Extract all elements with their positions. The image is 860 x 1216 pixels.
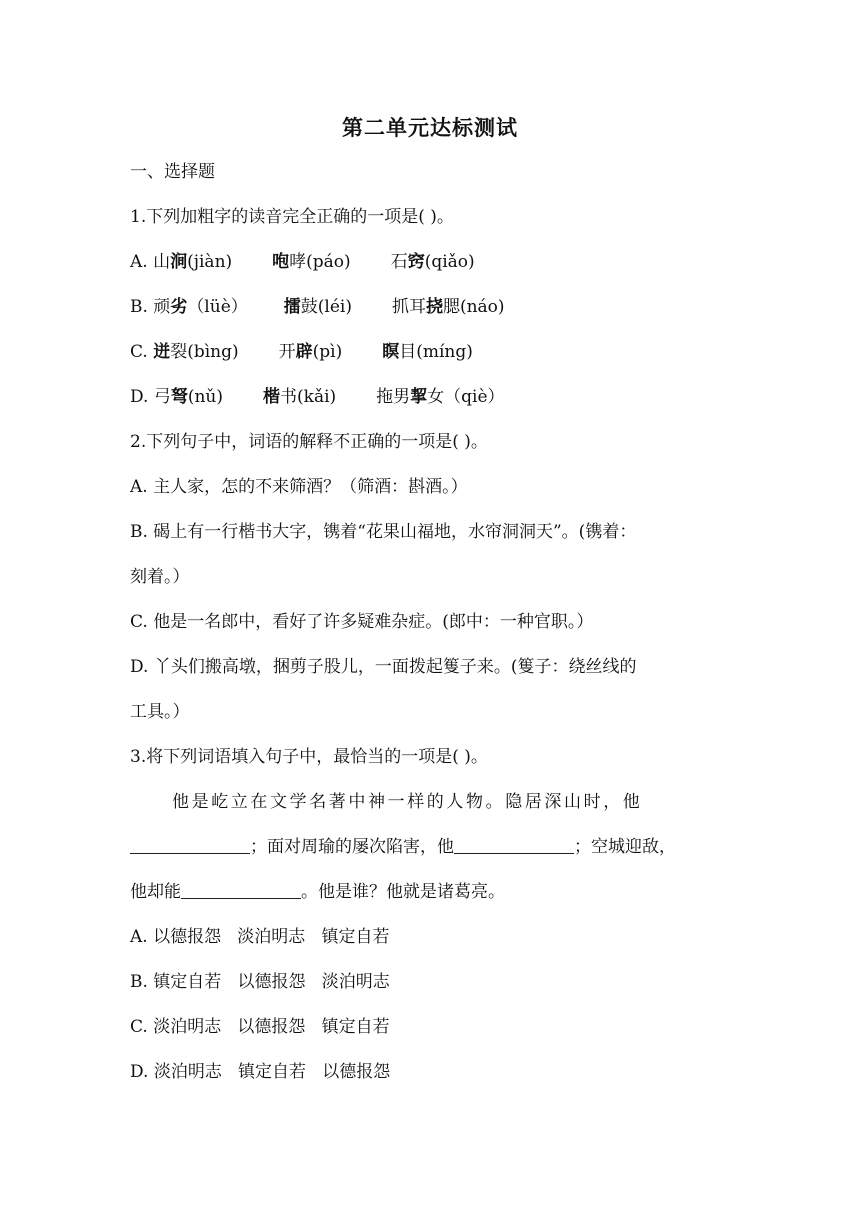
- q1-b-word1-pre: B. 顽: [130, 297, 171, 317]
- q1-c-word2-post: (pì): [312, 342, 343, 362]
- q3-option-c: C. 淡泊明志 以德报怨 镇定自若: [130, 1017, 390, 1037]
- q1-d-word3-pre: 拖男: [376, 387, 411, 407]
- q1-a-word3-post: (qiǎo): [424, 252, 475, 272]
- fill-blank-3[interactable]: [181, 880, 301, 899]
- section-heading: 一、选择题: [130, 162, 215, 182]
- q1-d-word3-bold: 挈: [410, 387, 428, 407]
- q3-passage-text-2a: ；面对周瑜的屡次陷害，他: [250, 837, 454, 857]
- q1-d-word2-bold: 楷: [263, 387, 281, 407]
- q1-d-word2-post: 书(kǎi): [280, 387, 337, 407]
- question-2-stem: 2.下列句子中，词语的解释不正确的一项是( )。: [130, 432, 488, 452]
- q1-option-b: [130, 293, 505, 321]
- q1-d-word3-post: 女（qiè）: [427, 387, 505, 407]
- q3-passage-line3: [130, 878, 505, 906]
- question-3-stem: 3.将下列词语填入句子中，最恰当的一项是( )。: [130, 747, 488, 767]
- q3-passage-line1: 他是屹立在文学名著中神一样的人物。隐居深山时，他: [172, 792, 643, 812]
- q3-option-b: B. 镇定自若 以德报怨 淡泊明志: [130, 972, 390, 992]
- q1-d-word1-bold: 弩: [170, 387, 188, 407]
- page-title: 第二单元达标测试: [342, 115, 518, 140]
- q1-option-c: [130, 338, 473, 366]
- q1-d-word1-post: (nǔ): [187, 387, 224, 407]
- q2-option-b-line1: B. 碣上有一行楷书大字，镌着“花果山福地，水帘洞洞天”。(镌着：: [130, 522, 637, 542]
- q1-option-a: [130, 248, 475, 276]
- q3-passage-text-3a: 他却能: [130, 882, 181, 902]
- q1-d-word1-pre: D. 弓: [130, 387, 171, 407]
- q1-a-word1-bold: 涧: [170, 252, 188, 272]
- q1-b-word3-bold: 挠: [425, 297, 443, 317]
- q1-c-word1-post: 裂(bìng): [170, 342, 239, 362]
- q3-passage-line2: [130, 833, 676, 861]
- q1-b-word3-pre: 抓耳: [391, 297, 426, 317]
- q1-a-word3-bold: 窍: [407, 252, 425, 272]
- q2-option-d-line2: 工具。）: [130, 702, 190, 722]
- q1-c-word3-bold: 瞑: [382, 342, 400, 362]
- q1-a-word1-post: (jiàn): [187, 252, 233, 272]
- q1-b-word1-post: （lüè）: [187, 297, 248, 317]
- q1-c-word1-bold: 迸: [153, 342, 171, 362]
- q1-option-d: [130, 383, 505, 411]
- q1-a-word1-pre: A. 山: [130, 252, 171, 272]
- q2-option-d-line1: D. 丫头们搬高墩，捆剪子股儿，一面拨起篗子来。(篗子：绕丝线的: [130, 657, 637, 677]
- fill-blank-1[interactable]: [130, 835, 250, 854]
- q3-passage-text-3b: 。他是谁？他就是诸葛亮。: [301, 882, 505, 902]
- question-1-stem: 1.下列加粗字的读音完全正确的一项是( )。: [130, 207, 454, 227]
- q1-c-word2-pre: 开: [278, 342, 296, 362]
- q3-option-a: A. 以德报怨 淡泊明志 镇定自若: [130, 927, 390, 947]
- fill-blank-2[interactable]: [454, 835, 574, 854]
- q1-c-word3-post: 目(míng): [399, 342, 473, 362]
- q1-a-word3-pre: 石: [390, 252, 408, 272]
- q1-a-word2-post: 哮(páo): [289, 252, 351, 272]
- q2-option-a: A. 主人家，怎的不来筛酒？（筛酒：斟酒。）: [130, 477, 468, 497]
- q3-passage-text-2b: ；空城迎敌，: [574, 837, 676, 857]
- q1-c-word2-bold: 辟: [295, 342, 313, 362]
- q2-option-c: C. 他是一名郎中，看好了许多疑难杂症。(郎中：一种官职。）: [130, 612, 594, 632]
- q1-c-word1-pre: C.: [130, 342, 154, 362]
- q1-b-word2-post: 鼓(léi): [300, 297, 352, 317]
- q1-a-word2-bold: 咆: [272, 252, 290, 272]
- q3-option-d: D. 淡泊明志 镇定自若 以德报怨: [130, 1062, 391, 1082]
- q2-option-b-line2: 刻着。）: [130, 567, 190, 587]
- q1-b-word1-bold: 劣: [170, 297, 188, 317]
- q1-b-word3-post: 腮(náo): [442, 297, 505, 317]
- q1-b-word2-bold: 擂: [283, 297, 301, 317]
